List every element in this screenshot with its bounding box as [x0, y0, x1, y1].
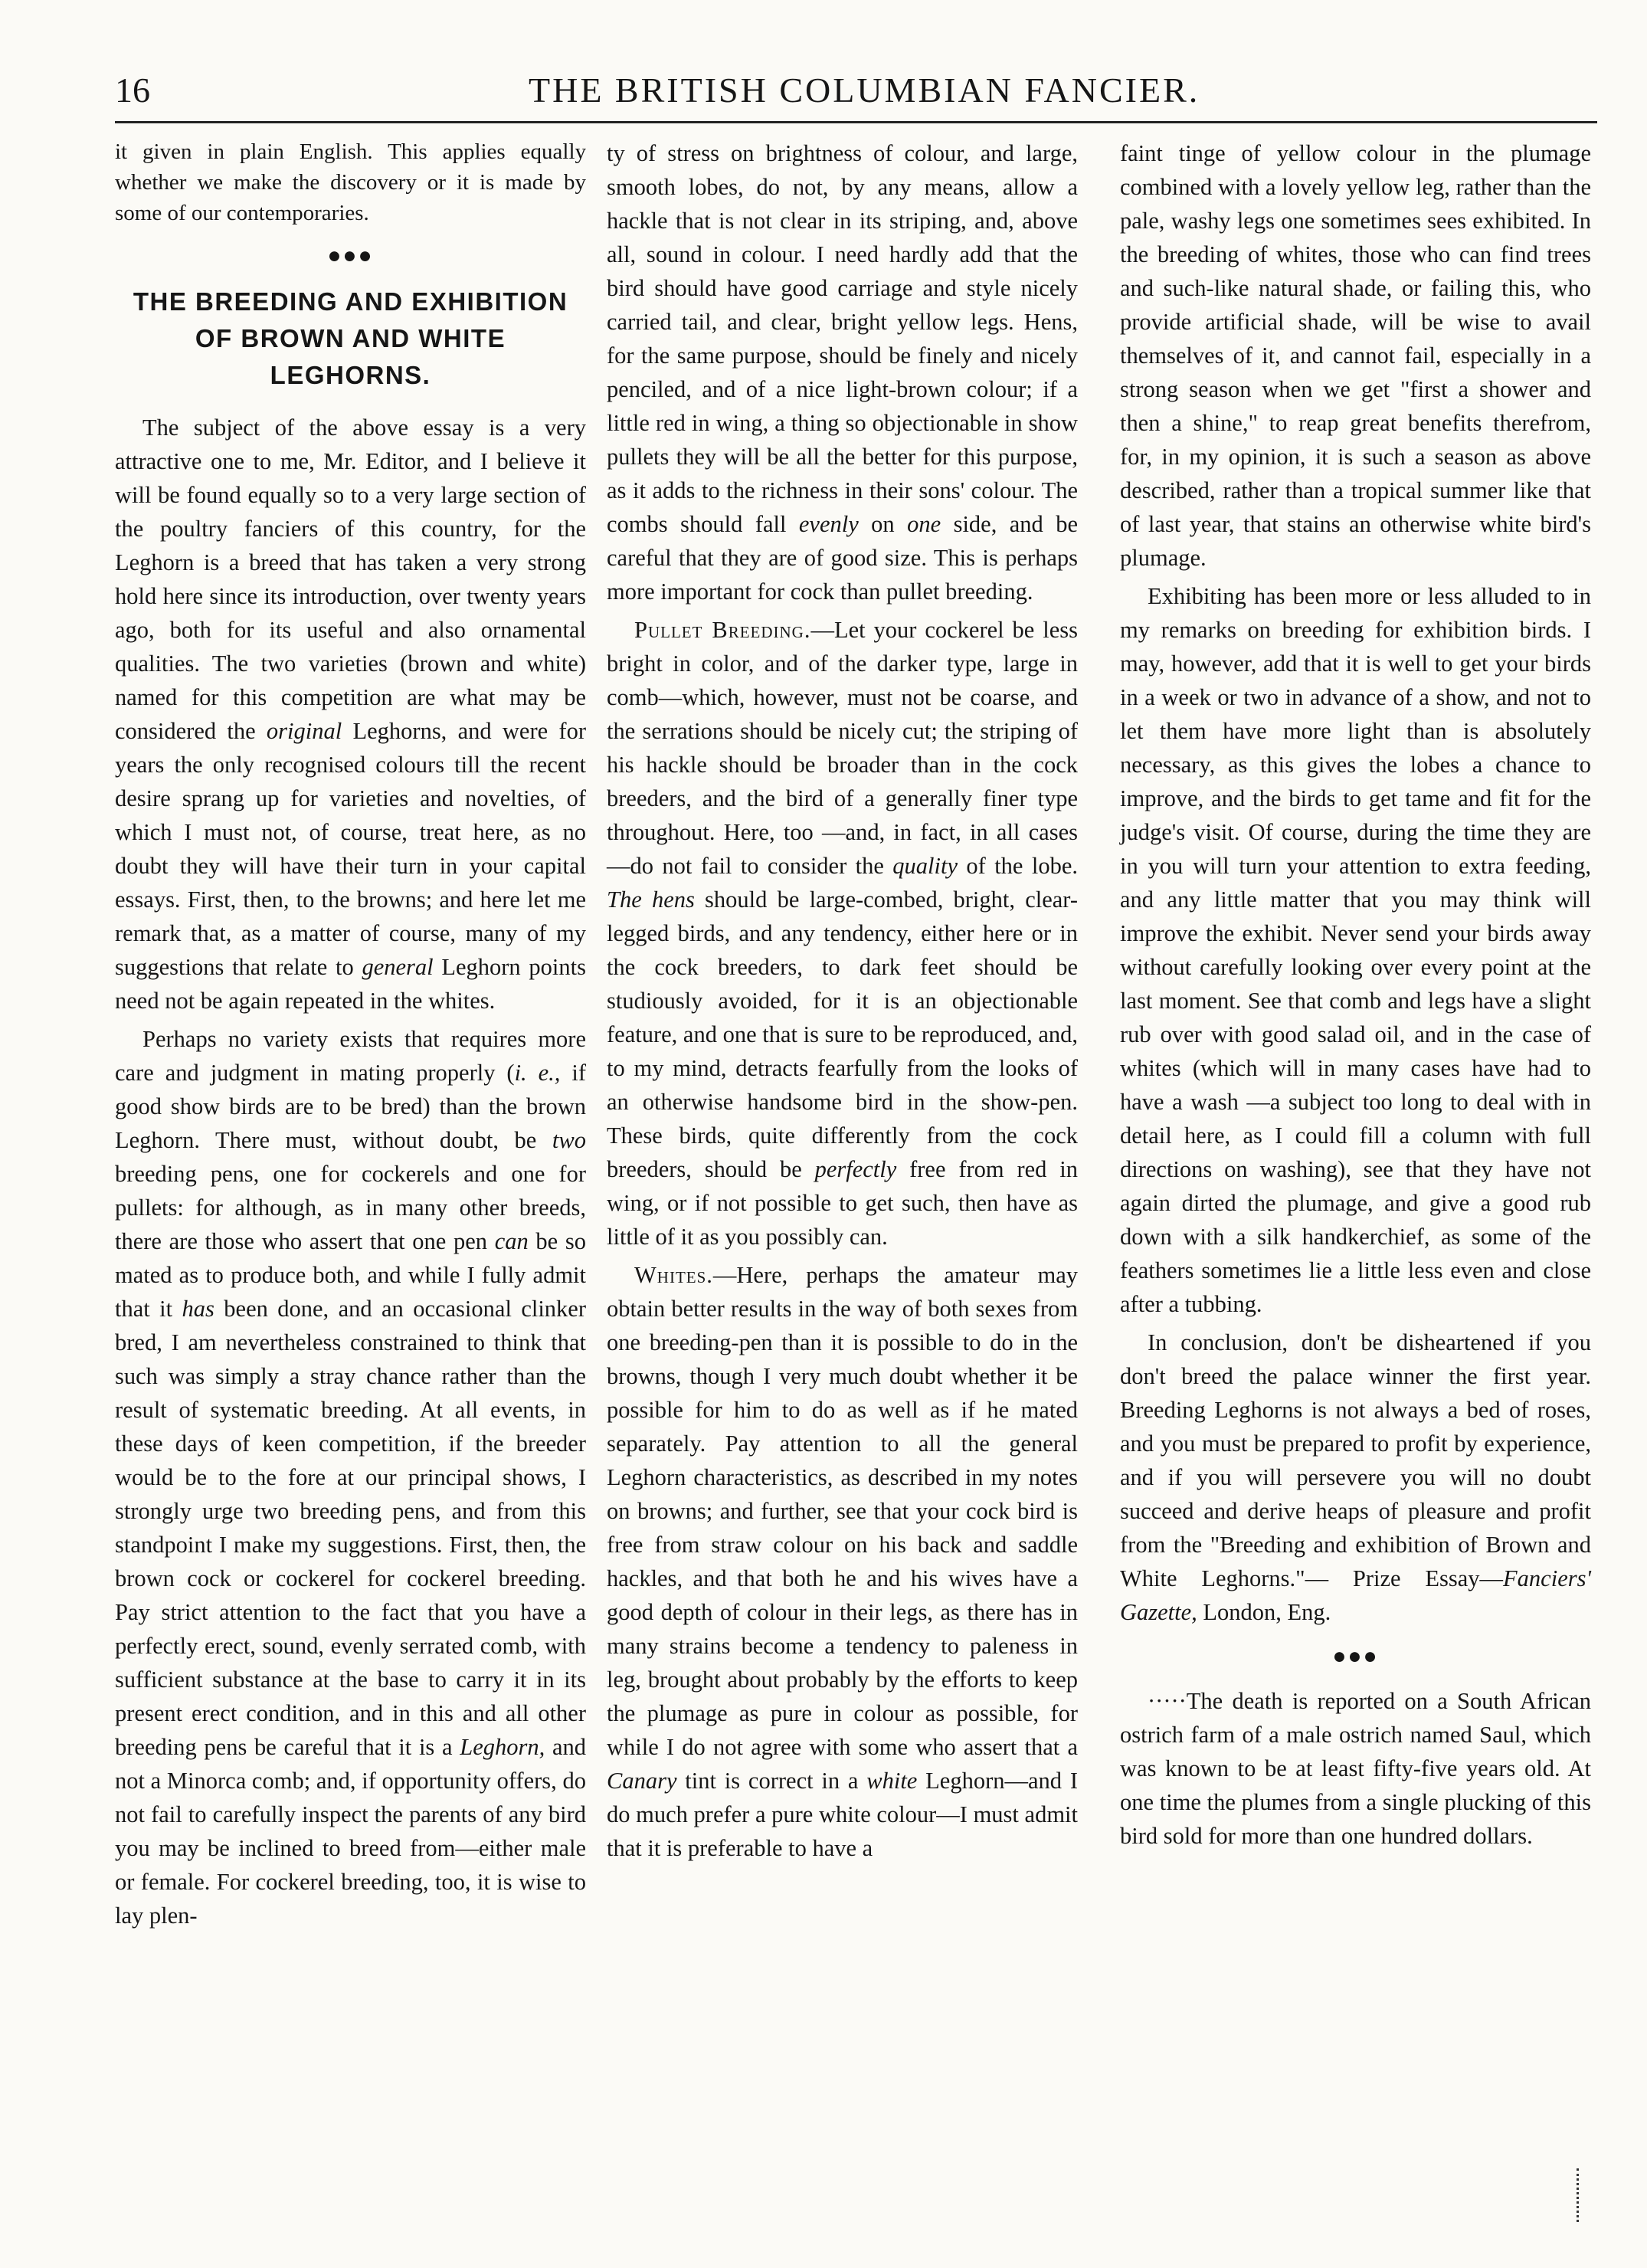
paragraph: Pullet Breeding.—Let your cockerel be less bright in color, and of the darker type, large in comb—which, however, must not be coarse, and the serrations should be nicely cut; the striping of his hackle should be broader than in the cock breeders, and the bird of a generally finer type throughout. Here, too —and, in fact, in all cases—do not fail to consider the quality of the lobe. The hens should be large-combed, bright, clear-legged birds, and any tendency, either here or in the cock breeders, to dark feet should be studiously avoided, for it is an objectionable feature, and one that is sure to be reproduced, and, to my mind, detracts fearfully from the looks of an otherwise handsome bird in the show-pen. These birds, quite differently from the cock breeders, should be perfectly free from red in wing, or if not possible to get such, then have as little of it as you possibly can.: [607, 617, 1079, 1250]
header-rule: [115, 121, 1597, 123]
paragraph: Perhaps no variety exists that requires more care and judgment in mating properly (i. e., if good show birds are to be bred) than the brown Leghorn. There must, without doubt, be two breeding pens, one for cockerels and one for pullets: for although, as in many other breeds, there are those who assert that one pen can be so mated as to produce both, and while I fully admit that it has been done, and an occasional clinker bred, I am nevertheless constrained to think that such was simply a stray chance rather than the result of systematic breeding. At all events, in these days of keen competition, if the breeder would be to the fore at our principal shows, I strongly urge two breeding pens, and from this standpoint I make my suggestions. First, then, the brown cock or cockerel for cockerel breeding. Pay strict attention to the fact that you have a perfectly erect, sound, evenly serrated comb, with sufficient substance at the base to carry it in its present erect condition, and in this and all other breeding pens be careful that it is a Leghorn, and not a Minorca comb; and, if opportunity offers, do not fail to carefully inspect the parents of any bird you may be inclined to breed from—either male or female. For cockerel breeding, too, it is wise to lay plen-: [115, 1026, 586, 1929]
column-1: [115, 136, 586, 1937]
running-title: THE BRITISH COLUMBIAN FANCIER.: [529, 70, 1200, 110]
paragraph: In conclusion, don't be disheartened if you don't breed the palace winner the first year. Breeding Leghorns is not always a bed of roses, and you must be prepared to profit by experience, and if you will persevere you will no doubt succeed and derive heaps of pleasure and profit from the "Breeding and exhibition of Brown and White Leghorns."— Prize Essay—Fanciers' Gazette, London, Eng.: [1120, 1329, 1591, 1625]
page-edge-mark: [1577, 2168, 1582, 2222]
subsection-label: Pullet Breeding.: [634, 617, 811, 643]
news-item: ·····The death is reported on a South African ostrich farm of a male ostrich named Saul, which was known to be at least fifty-five years old. At one time the plumes from a single plucking of this bird sold for more than one hundred dollars.: [1120, 1688, 1591, 1849]
paragraph: ty of stress on brightness of colour, and large, smooth lobes, do not, by any means, allow a hackle that is not clear in its striping, and, above all, sound in colour. I need hardly add that the bird should have good carriage and style nicely carried tail, and clear, bright yellow legs. Hens, for the same purpose, should be finely and nicely penciled, and of a nice light-brown colour; if a little red in wing, a thing so objectionable in show pullets they will be all the better for this purpose, as it adds to the richness in their sons' colour. The combs should fall evenly on one side, and be careful that they are of good size. This is perhaps more important for cock than pullet breeding.: [607, 140, 1078, 605]
paragraph: Exhibiting has been more or less alluded to in my remarks on breeding for exhibition birds. I may, however, add that it is well to get your birds in a week or two in advance of a show, and not to let them have more light than is absolutely necessary, as this gives the lobes a chance to improve, and the birds to get tame and fit for the judge's visit. Of course, during the time they are in you will turn your attention to extra feeding, and any little matter that you may think will improve the exhibit. Never send your birds away without carefully looking over every point at the last moment. See that comb and legs have a slight rub over with good salad oil, and in the case of whites (which will in many cases have had to have a wash —a subject too long to deal with in detail here, as I could fill a column with full directions on washing), see that they have not again dirted the plumage, and give a good rub down with a silk handkerchief, as some of the feathers sometimes lie a little less even and close after a tubbing.: [1120, 583, 1591, 1317]
lead-paragraph: it given in plain English. This applies equally whether we make the discovery or it is made by some of our contemporaries.: [115, 139, 586, 225]
paragraph: faint tinge of yellow colour in the plumage combined with a lovely yellow leg, rather than the pale, washy legs one sometimes sees exhibited. In the breeding of whites, those who can find trees and such-like natural shade, or failing this, who provide artificial shade, will be wise to avail themselves of it, and cannot fail, especially in a strong season when we get "first a shower and then a shine," to reap great benefits therefrom, for, in my opinion, it is such a season as above described, rather than a tropical summer like that of last year, that stains an otherwise white bird's plumage.: [1120, 140, 1591, 571]
section-ornament: ●●●: [1332, 1644, 1379, 1669]
section-ornament: ●●●: [327, 243, 374, 268]
page-number: 16: [115, 70, 150, 110]
subsection-label: Whites.: [634, 1262, 713, 1288]
paragraph: The subject of the above essay is a very attractive one to me, Mr. Editor, and I believe it will be found equally so to a very large section of the poultry fanciers of this country, for the Leghorn is a breed that has taken a very strong hold here since its introduction, over twenty years ago, both for its useful and also ornamental qualities. The two varieties (brown and white) named for this competition are what may be considered the original Leghorns, and were for years the only recognised colours till the recent desire sprang up for varieties and novelties, of which I must not, of course, treat here, as no doubt they will have their turn in your capital essays. First, then, to the browns; and here let me remark that, as a matter of course, many of my suggestions that relate to general Leghorn points need not be again repeated in the whites.: [115, 415, 586, 1014]
column-2: [607, 136, 1078, 1870]
paragraph: Whites.—Here, perhaps the amateur may obtain better results in the way of both sexes from one breeding-pen than it is possible to do in the browns, though I very much doubt whether it be possible for him to do as well as if he mated separately. Pay attention to all the general Leghorn characteristics, as described in my notes on browns; and further, see that your cock bird is free from straw colour on his back and saddle hackles, and that both he and his wives have a good depth of colour in their legs, as there has in many strains become a tendency to paleness in leg, brought about probably by the efforts to keep the plumage as pure in colour as possible, for while I do not agree with some who assert that a Canary tint is correct in a white Leghorn—and I do much prefer a pure white colour—I must admit that it is preferable to have a: [607, 1262, 1078, 1861]
article-title: THE BREEDING AND EXHIBITION OF BROWN AND WHITE LEGHORNS.: [133, 287, 568, 389]
page-header: [115, 67, 1593, 121]
column-3: [1120, 136, 1591, 1857]
